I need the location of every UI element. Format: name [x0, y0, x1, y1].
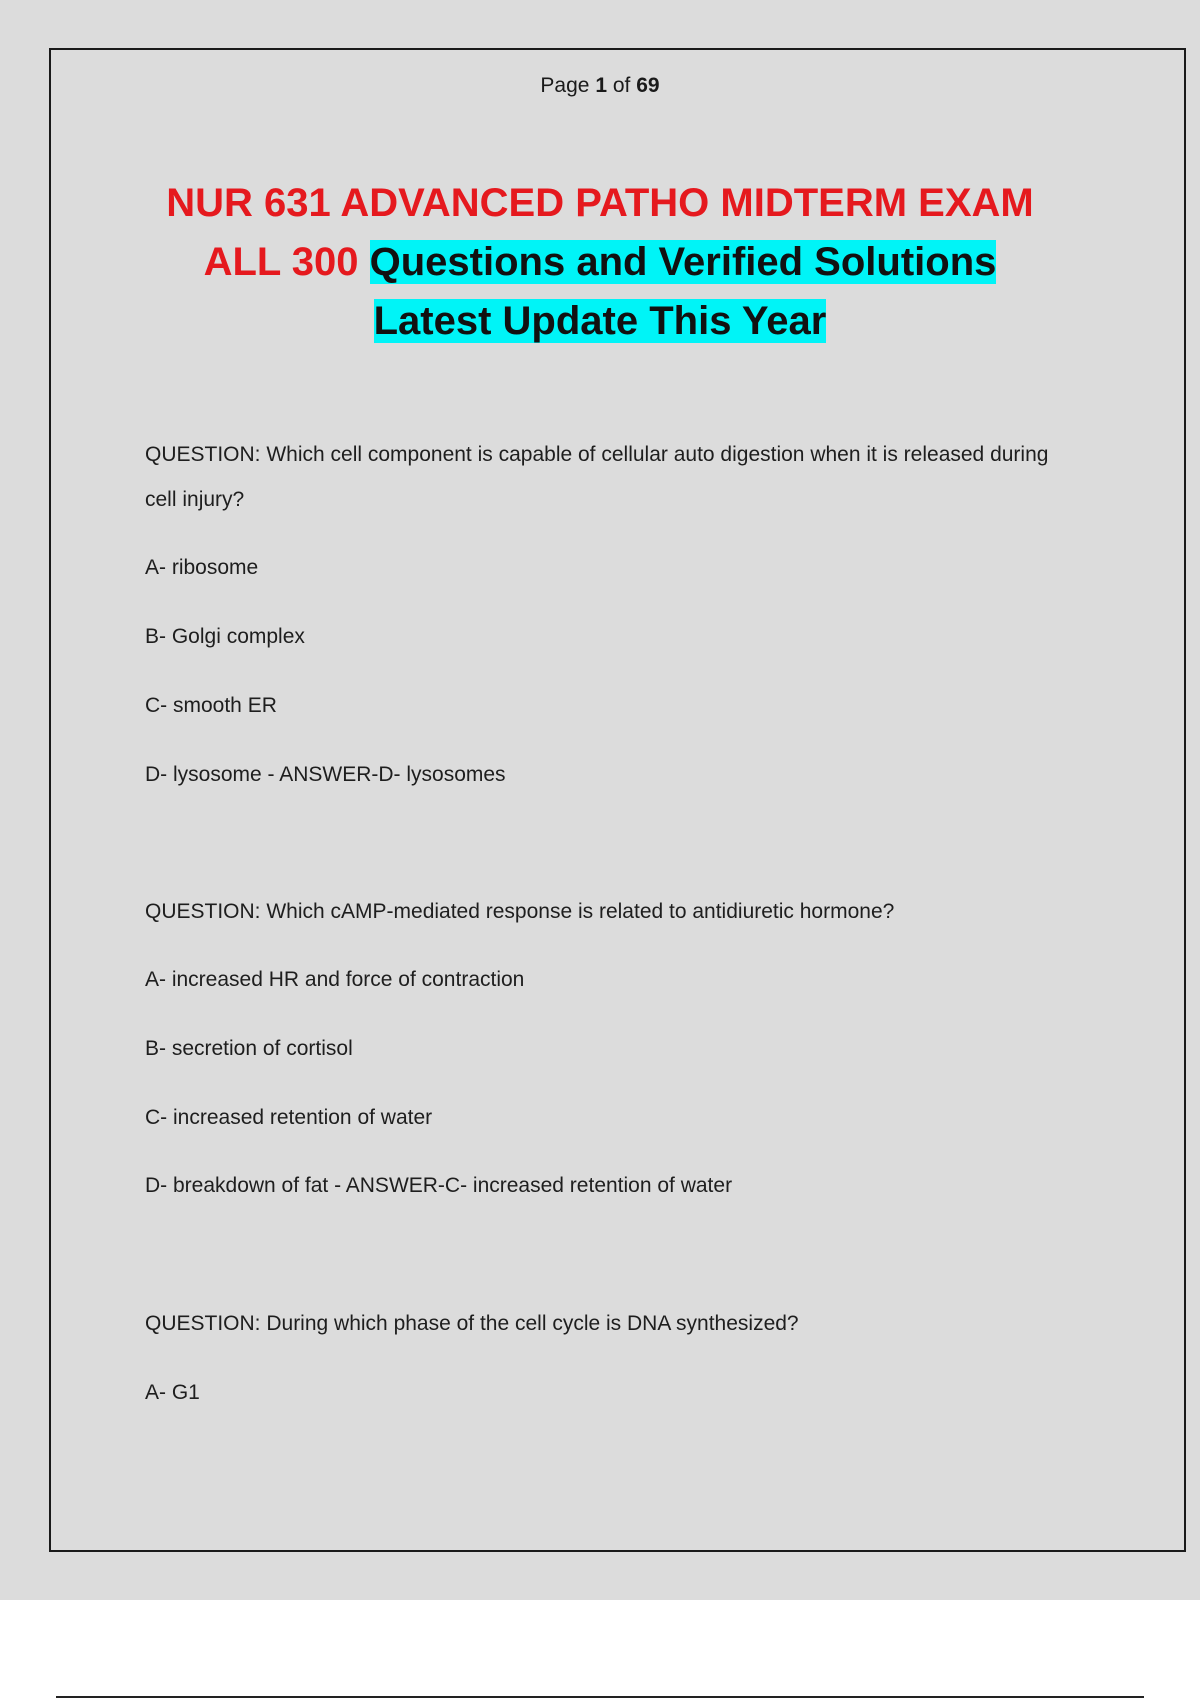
title-highlight-segment-2: Latest Update This Year — [373, 299, 827, 343]
question-block-1 — [145, 432, 1065, 522]
question-block-2 — [145, 889, 1065, 934]
question-text: QUESTION: During which phase of the cell cycle is DNA synthesized? — [145, 1312, 799, 1335]
question-block-3 — [145, 1301, 1065, 1346]
option-row — [145, 1370, 1065, 1415]
option-row — [145, 957, 1065, 1002]
current-page-number: 1 — [595, 74, 607, 97]
answer-option: A- increased HR and force of contraction — [145, 968, 525, 991]
title-line-2 — [0, 233, 1200, 292]
document-title — [0, 174, 1200, 351]
answer-option: B- Golgi complex — [145, 625, 305, 648]
option-row — [145, 683, 1065, 728]
question-text: QUESTION: Which cell component is capable of cellular auto digestion when it is released during cell injury? — [145, 443, 1049, 511]
question-text: QUESTION: Which cAMP-mediated response is related to antidiuretic hormone? — [145, 900, 895, 923]
next-page-top-rule — [56, 1696, 1144, 1698]
title-line-1: NUR 631 ADVANCED PATHO MIDTERM EXAM — [166, 181, 1034, 225]
answer-option: A- G1 — [145, 1381, 200, 1404]
page-indicator — [0, 74, 1200, 98]
option-row — [145, 752, 1065, 797]
page-of-label: of — [612, 74, 631, 97]
answer-option-with-answer: D- breakdown of fat - ANSWER-C- increased retention of water — [145, 1174, 733, 1197]
title-red-segment: ALL 300 — [203, 240, 359, 284]
answer-option-with-answer: D- lysosome - ANSWER-D- lysosomes — [145, 763, 506, 786]
option-row — [145, 545, 1065, 590]
answer-option: B- secretion of cortisol — [145, 1037, 353, 1060]
option-row — [145, 614, 1065, 659]
title-highlight-segment: Questions and Verified Solutions — [369, 240, 997, 284]
answer-option: A- ribosome — [145, 556, 259, 579]
total-page-number: 69 — [636, 74, 660, 97]
option-row — [145, 1026, 1065, 1071]
option-row — [145, 1163, 1065, 1208]
answer-option: C- increased retention of water — [145, 1106, 433, 1129]
option-row — [145, 1095, 1065, 1140]
page-label: Page — [540, 74, 590, 97]
answer-option: C- smooth ER — [145, 694, 277, 717]
title-line-3 — [0, 292, 1200, 351]
